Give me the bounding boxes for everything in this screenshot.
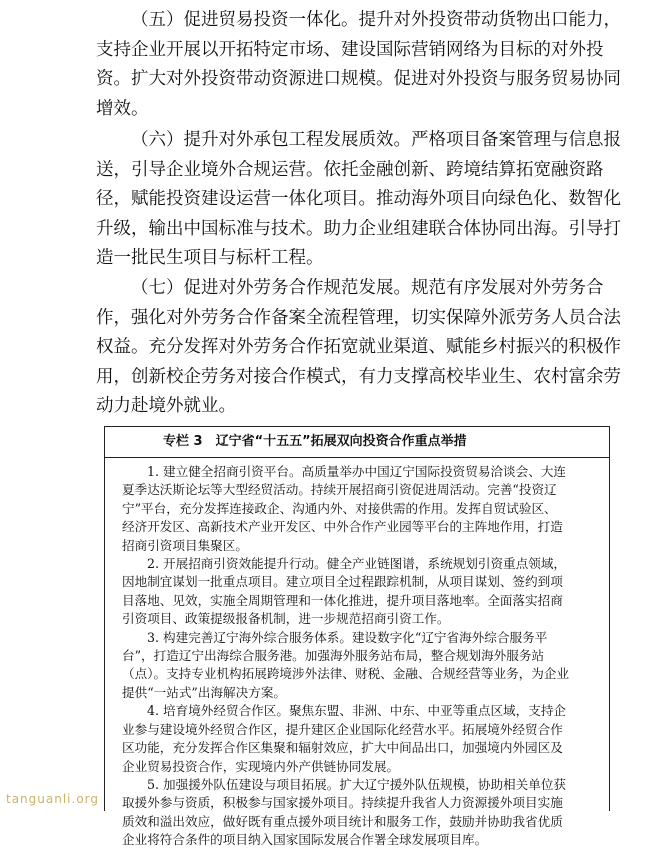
box-text-line: 招商引资项目集聚区。	[122, 537, 248, 553]
feature-column-title: 专栏 3 辽宁省“十五五”拓展双向投资合作重点举措	[105, 427, 609, 458]
paragraph-labor-cooperation	[96, 274, 621, 422]
text-line: （七）促进对外劳务合作规范发展。规范有序发展对外劳务合	[131, 278, 604, 298]
text-line: 权益。充分发挥对外劳务合作拓宽就业渠道、赋能乡村振兴的积极作	[96, 337, 621, 357]
text-line: 升级，输出中国标准与技术。助力企业组建联合体协同出海。引导打	[96, 218, 621, 239]
text-line: 支持企业开展以开拓特定市场、建设国际营销网络为目标的对外投	[96, 39, 604, 60]
paragraph-trade-investment	[96, 6, 621, 124]
box-text-line: 目落地、见效，实施全周期管理和一体化推进，提升项目落地率。全面落实招商	[122, 592, 563, 608]
text-line: 造一批民生项目与标杆工程。	[96, 248, 324, 268]
text-line: 作，强化对外劳务合作备案全流程管理，切实保障外派劳务人员合法	[96, 307, 621, 328]
box-text-line: 夏季达沃斯论坛等大型经贸活动。持续开展招商引资促进周活动。完善“投资辽	[122, 482, 557, 498]
box-text-line: 提供“一站式”出海解决方案。	[122, 684, 287, 700]
text-line: 送，引导企业境外合规运营。依托金融创新、跨境结算拓宽融资路	[96, 159, 604, 180]
box-text-line: 台”，打造辽宁出海综合服务港。加强海外服务站布局，整合规划海外服务站	[122, 648, 545, 664]
box-text-line: 经济开发区、高新技术产业开发区、中外合作产业园等平台的主阵地作用，打造	[122, 519, 563, 535]
box-text-line: 因地制宜谋划一批重点项目。建立项目全过程跟踪机制，从项目谋划、签约到项	[122, 574, 563, 590]
text-line: （六）提升对外承包工程发展质效。严格项目备案管理与信息报	[131, 130, 621, 150]
box-text-line: （点）。支持专业机构拓展跨境涉外法律、财税、金融、合规经营等业务，为企业	[122, 666, 570, 682]
text-line: 增效。	[96, 98, 149, 119]
text-line: （五）促进贸易投资一体化。提升对外投资带动货物出口能力，	[131, 10, 621, 30]
feature-column-body	[105, 458, 609, 850]
paragraph-contracted-projects	[96, 126, 621, 274]
box-text-line: 质效和溢出效应，做好既有重点援外项目统计和服务工作，鼓励并协助我省优质	[122, 813, 563, 829]
text-line: 用，创新校企劳务对接合作模式，有力支撑高校毕业生、农村富余劳	[96, 366, 621, 387]
feature-column-box	[104, 426, 610, 848]
box-text-line: 2. 开展招商引资效能提升行动。健全产业链图谱，系统规划引资重点领域，	[147, 556, 567, 572]
box-text-line: 业参与建设境外经贸合作区，提升建区企业国际化经营水平。拓展境外经贸合作	[122, 721, 563, 737]
text-line: 动力赴境外就业。	[96, 396, 236, 416]
text-line: 资。扩大对外投资带动资源进口规模。促进对外投资与服务贸易协同	[96, 69, 621, 89]
box-text-line: 区功能，充分发挥合作区集聚和辐射效应，扩大中间品出口，加强境内外园区及	[122, 740, 563, 756]
text-line: 径，赋能投资建设运营一体化项目。推动海外项目向绿色化、数智化	[96, 189, 621, 209]
box-text-line: 4. 培育境外经贸合作区。聚焦东盟、非洲、中东、中亚等重点区域，支持企	[147, 703, 567, 719]
box-text-line: 取援外参与资质，积极参与国家援外项目。持续提升我省人力资源援外项目实施	[122, 795, 563, 811]
box-text-line: 宁”平台，充分发挥连接政企、沟通内外、对接供需的作用。发挥自贸试验区、	[122, 500, 557, 516]
box-text-line: 引资项目、政策提级报备机制，进一步规范招商引资工作。	[122, 611, 450, 627]
box-text-line: 1. 建立健全招商引资平台。高质量举办中国辽宁国际投资贸易洽谈会、大连	[147, 464, 567, 479]
box-text-line: 企业将符合条件的项目纳入国家国际发展合作署全球发展项目库。	[122, 832, 488, 848]
box-text-line: 5. 加强援外队伍建设与项目拓展。扩大辽宁援外队伍规模，协助相关单位获	[147, 776, 567, 792]
watermark: tanguanli.org	[6, 792, 100, 806]
box-text-line: 企业贸易投资合作，实现境内外产供链协同发展。	[122, 758, 400, 774]
box-text-line: 3. 构建完善辽宁海外综合服务体系。建设数字化“辽宁省海外综合服务平	[147, 629, 548, 645]
